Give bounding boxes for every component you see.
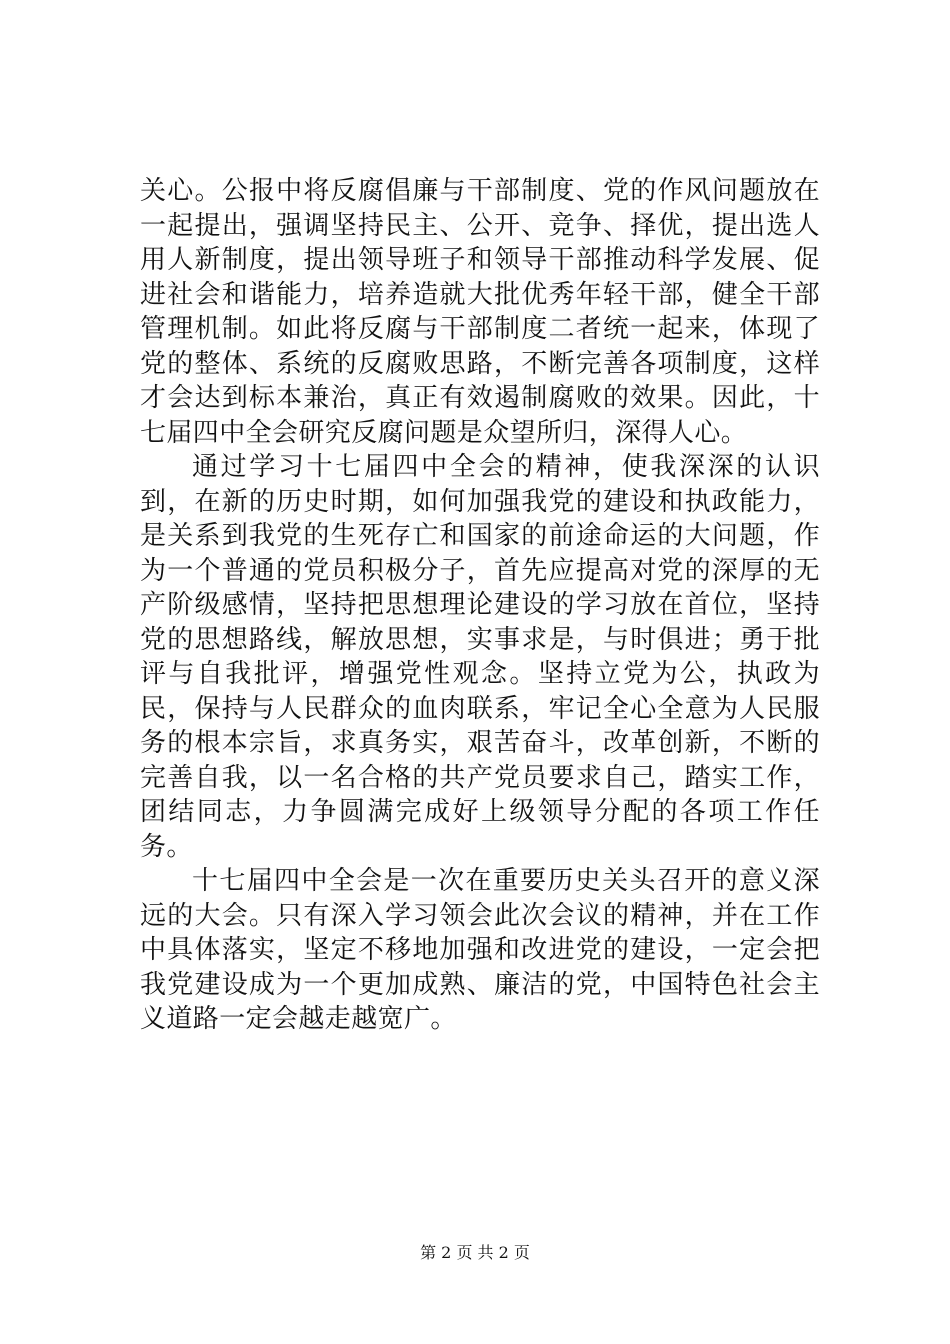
paragraph-conclusion: 十七届四中全会是一次在重要历史关头召开的意义深远的大会。只有深入学习领会此次会议的精神，并在工作中具体落实，坚定不移地加强和改进党的建设，一定会把我党建设成为一个更加成熟、廉洁的党，中国特色社会主义道路一定会越走越宽广。 (140, 866, 820, 1034)
paragraph-study-reflection: 通过学习十七届四中全会的精神，使我深深的认识到，在新的历史时期，如何加强我党的建设和执政能力，是关系到我党的生死存亡和国家的前途命运的大问题，作为一个普通的党员积极分子，首先应提高对党的深厚的无产阶级感情，坚持把思想理论建设的学习放在首位，坚持党的思想路线，解放思想，实事求是，与时俱进；勇于批评与自我批评，增强党性观念。坚持立党为公，执政为民，保持与人民群众的血肉联系，牢记全心全意为人民服务的根本宗旨，求真务实，艰苦奋斗，改革创新，不断的完善自我，以一名合格的共产党员要求自己，踏实工作，团结同志，力争圆满完成好上级领导分配的各项工作任务。 (140, 452, 820, 862)
paragraph-continuation: 关心。公报中将反腐倡廉与干部制度、党的作风问题放在一起提出，强调坚持民主、公开、竞争、择优，提出选人用人新制度，提出领导班子和领导干部推动科学发展、促进社会和谐能力，培养造就大批优秀年轻干部，健全干部管理机制。如此将反腐与干部制度二者统一起来，体现了党的整体、系统的反腐败思路，不断完善各项制度，这样才会达到标本兼治，真正有效遏制腐败的效果。因此，十七届四中全会研究反腐问题是众望所归，深得人心。 (140, 176, 820, 448)
document-body (140, 174, 820, 1037)
page-footer: 第 2 页 共 2 页 (420, 1243, 530, 1262)
